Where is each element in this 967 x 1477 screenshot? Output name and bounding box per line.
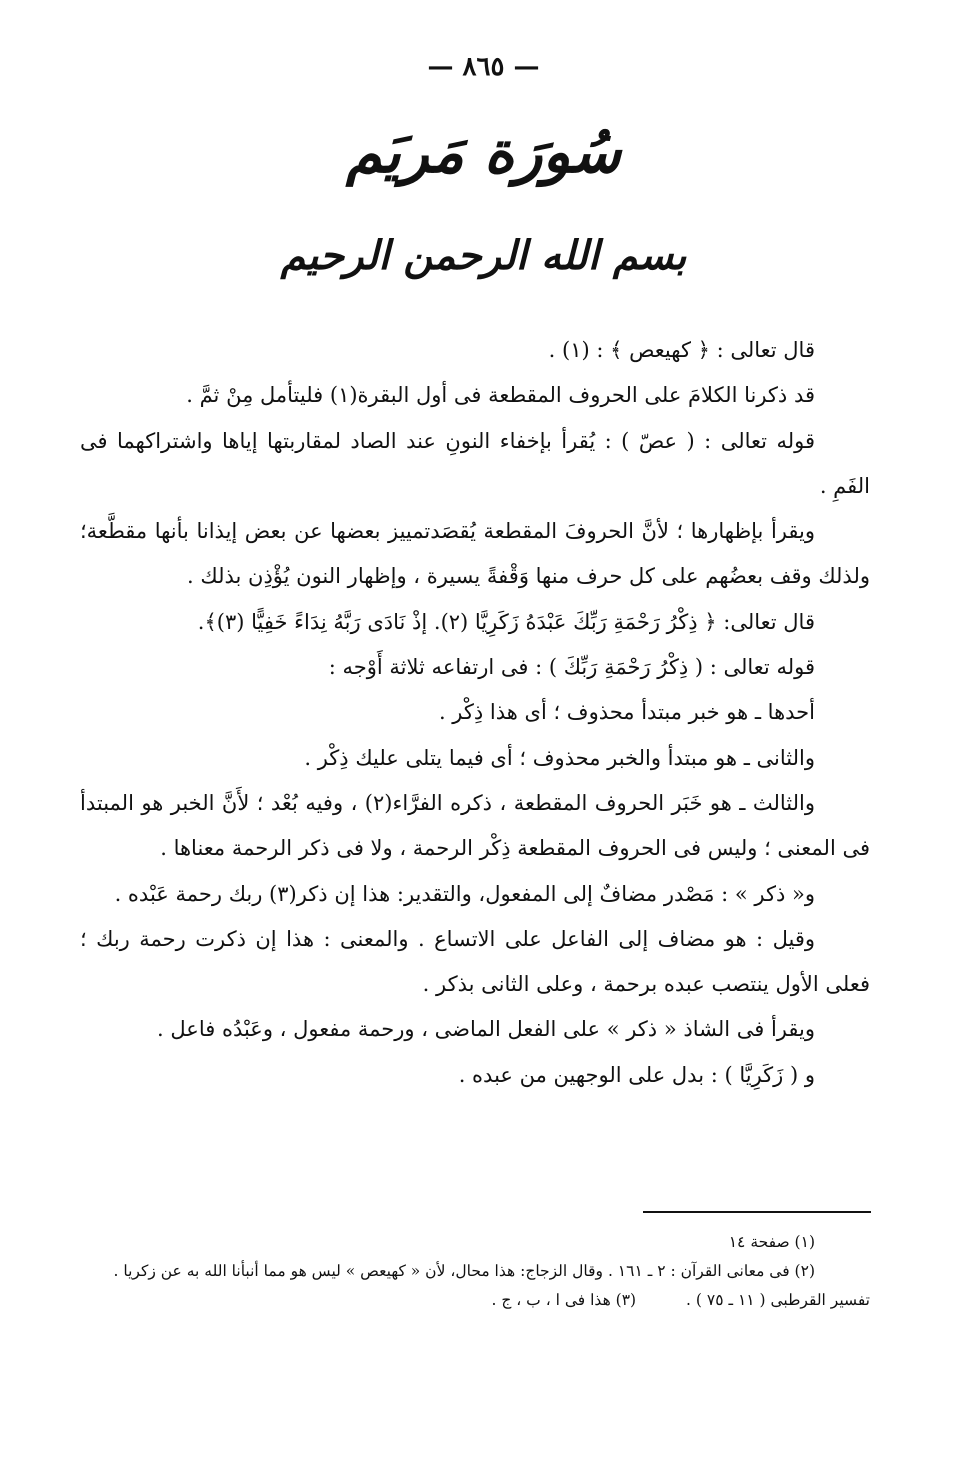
paragraph: قوله تعالى : ( عصّ ) : يُقرأ بإخفاء النونِ عند الصاد لمقاربتها إياها واشتراكهما فى الفَمِ . [80,428,870,498]
page-number: — ٨٦٥ — [427,52,540,82]
paragraph: قال تعالى: ﴿ ذِكْرُ رَحْمَةِ رَبِّكَ عَبْدَهُ زَكَرِيَّا (٢). إذْ نَادَى رَبَّهُ نِدَاءً خَفِيًّا (٣)﴾. [197,609,815,634]
footnote-1: (١) صفحة ١٤ [728,1233,815,1251]
paragraph: قال تعالى : ﴿ كهيعص ﴾ : (١) . [548,338,815,362]
basmala: بسم الله الرحمن الرحيم [280,232,687,279]
footnote-divider [643,1211,871,1213]
paragraph: ويقرأ فى الشاذ « ذكر » على الفعل الماضى ، ورحمة مفعول ، وعَبْدُه فاعل . [157,1017,815,1042]
paragraph: قوله تعالى : ( ذِكْرُ رَحْمَةِ رَبِّكَ ) : فى ارتفاعه ثلاثة أَوْجه : [328,655,815,680]
footnote-3: (٣) هذا فى ا ، ب ، ج . [491,1291,637,1309]
main-text [80,328,870,1098]
paragraph: و« ذكر » : مَصْدر مضافٌ إلى المفعول، والتقدير: هذا إن ذكر(٣) ربك رحمة عَبْده . [114,881,815,906]
footnote-2: (٢) فى معانى القرآن : ٢ ـ ١٦١ . وقال الزجاج: هذا محال، لأن « كهيعص » ليس هو مما أنبأنا الله به عن زكريا . تفسير القرطبى ( ١١ ـ ٧٥ ) . [113,1262,870,1309]
paragraph: ويقرأ بإظهارها ؛ لأنَّ الحروفَ المقطعة يُقصَدتمييز بعضها عن بعض إيذانا بأنها مقطَّعة؛ ولذلك وقف بعضُهم على كل حرف منها وَقْفةً يسيرة ، وإظهار النون يُؤْذِن بذلك . [80,519,870,589]
paragraph: وقيل : هو مضاف إلى الفاعل على الاتساع . والمعنى : هذا إن ذكرت رحمة ربك ؛ فعلى الأول ينتصب عبده برحمة ، وعلى الثانى بذكر . [80,926,870,997]
surah-title: سُورَة مَريَم [346,118,621,186]
paragraph: والثالث ـ هو خَبَر الحروف المقطعة ، ذكره الفرَّاء(٢) ، وفيه بُعْد ؛ لأَنَّ الخبر هو المبتدأ فى المعنى ؛ وليس فى الحروف المقطعة ذِكْر الرحمة ، ولا فى ذكر الرحمة معناها . [80,790,870,861]
paragraph: والثانى ـ هو مبتدأ والخبر محذوف ؛ أى فيما يتلى عليك ذِكْر . [304,745,815,770]
paragraph: أحدها ـ هو خبر مبتدأ محذوف ؛ أى هذا ذِكْر . [438,700,815,725]
paragraph: و ( زَكَرِيَّا ) : بدل على الوجهين من عبده . [458,1062,815,1087]
footnotes [80,1228,870,1315]
paragraph: قد ذكرنا الكلامَ على الحروف المقطعة فى أول البقرة(١) فليتأمل مِنْ ثمَّ . [186,383,815,408]
